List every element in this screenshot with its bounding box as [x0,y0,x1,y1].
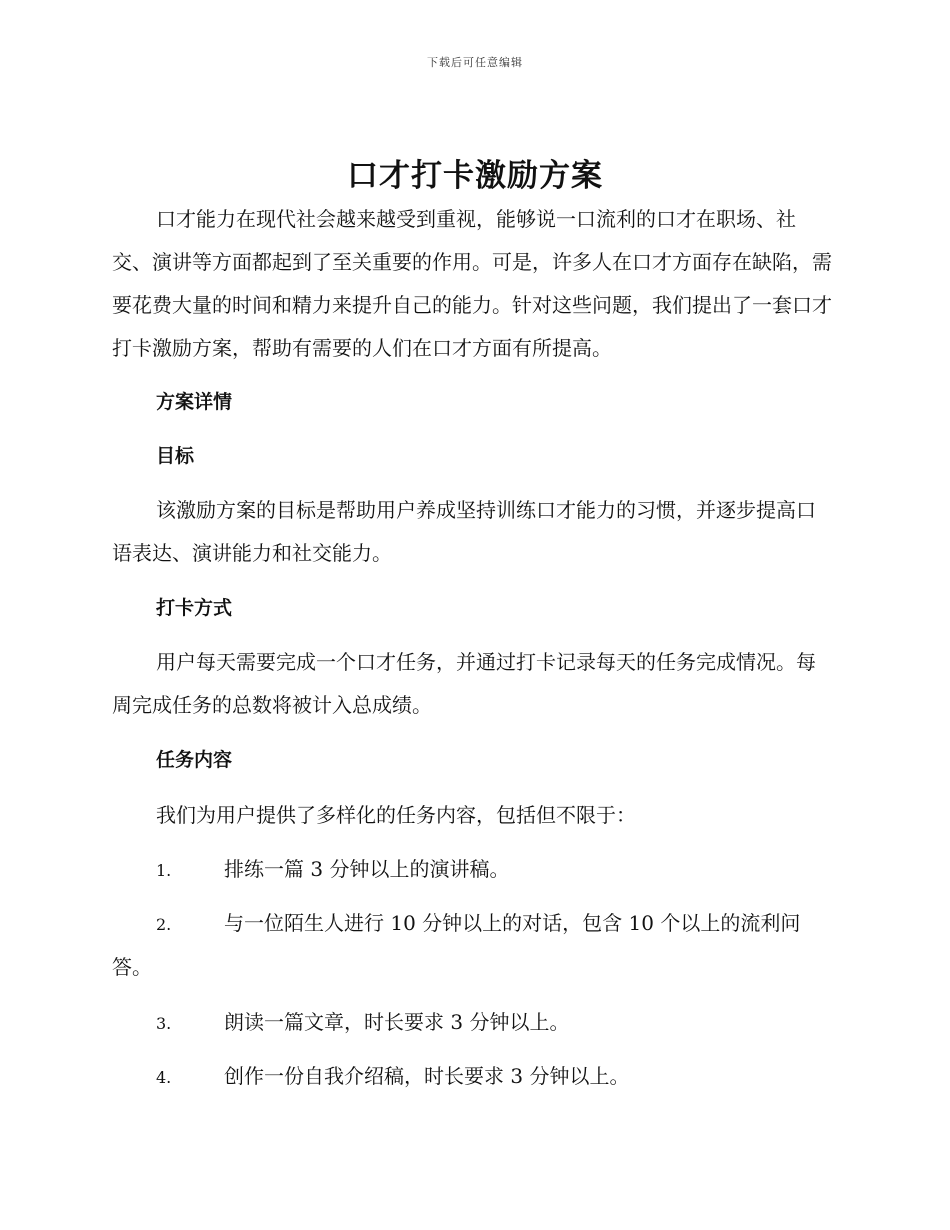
list-number: 1. [156,861,172,880]
details-heading: 方案详情 [156,391,233,413]
list-text: 朗读一篇文章，时长要求 3 分钟以上。 [224,1010,570,1034]
tasks-intro: 我们为用户提供了多样化的任务内容，包括但不限于： [156,803,636,827]
intro-paragraph: 口才能力在现代社会越来越受到重视，能够说一口流利的口才在职场、社交、演讲等方面都起到了至关重要的作用。可是，许多人在口才方面存在缺陷，需要花费大量的时间和精力来提升自己的能力。针对这些问题，我们提出了一套口才打卡激励方案，帮助有需要的人们在口才方面有所提高。 [112,207,832,360]
list-text: 与一位陌生人进行 10 分钟以上的对话，包含 10 个以上的流利问答。 [112,911,801,979]
checkin-heading: 打卡方式 [156,597,233,619]
list-text: 创作一份自我介绍稿，时长要求 3 分钟以上。 [224,1064,630,1088]
goal-paragraph: 该激励方案的目标是帮助用户养成坚持训练口才能力的习惯，并逐步提高口语表达、演讲能力和社交能力。 [112,498,816,565]
header-note: 下载后可任意编辑 [427,56,523,69]
list-number: 3. [156,1014,172,1033]
list-item [112,1001,832,1045]
list-number: 2. [156,915,172,934]
list-item [112,902,832,989]
list-item [112,1055,832,1099]
tasks-heading: 任务内容 [156,749,233,771]
goal-heading: 目标 [156,445,195,467]
list-number: 4. [156,1068,172,1087]
list-text: 排练一篇 3 分钟以上的演讲稿。 [224,857,510,881]
list-item [112,848,832,892]
document-title: 口才打卡激励方案 [347,158,603,194]
checkin-paragraph: 用户每天需要完成一个口才任务，并通过打卡记录每天的任务完成情况。每周完成任务的总数将被计入总成绩。 [112,650,816,717]
